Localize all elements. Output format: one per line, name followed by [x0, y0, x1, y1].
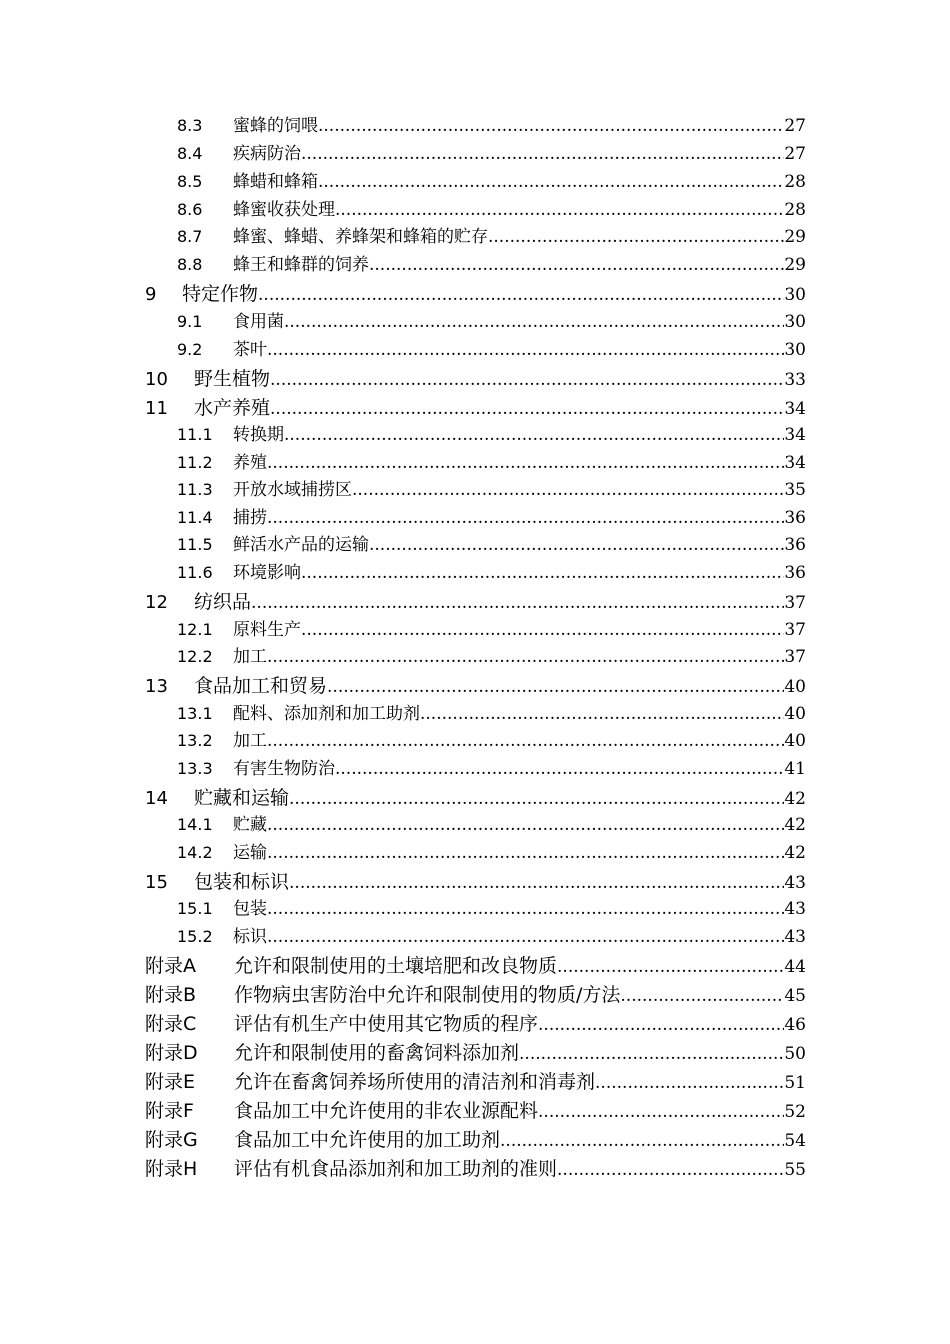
- toc-number: 13.2: [177, 731, 213, 750]
- dot-leader: [557, 1162, 784, 1179]
- toc-number: 15: [145, 872, 168, 893]
- dot-leader: [538, 1017, 784, 1034]
- toc-title: 加工: [233, 731, 267, 751]
- toc-title: 贮藏: [233, 815, 267, 835]
- toc-page-number: 28: [784, 172, 806, 192]
- dot-leader: [289, 791, 784, 808]
- toc-title: 评估有机食品添加剂和加工助剂的准则: [234, 1158, 558, 1180]
- toc-title: 养殖: [233, 453, 267, 473]
- toc-entry-8-8[interactable]: [177, 257, 806, 274]
- toc-page-number: 28: [784, 200, 806, 220]
- dot-leader: [289, 875, 784, 892]
- toc-number: 8.4: [177, 144, 203, 163]
- toc-number: 附录A: [145, 955, 196, 977]
- toc-number: 11.4: [177, 508, 213, 527]
- dot-leader: [335, 202, 784, 219]
- toc-number: 附录D: [145, 1042, 198, 1064]
- dot-leader: [538, 1104, 784, 1121]
- dot-leader: [258, 287, 784, 304]
- toc-page-number: 41: [784, 759, 806, 779]
- toc-number: 14: [145, 788, 168, 809]
- toc-entry-12[interactable]: [145, 593, 806, 612]
- dot-leader: [251, 595, 784, 612]
- toc-entry-11-5[interactable]: [177, 537, 806, 554]
- toc-page-number: 42: [784, 789, 806, 809]
- toc-title: 有害生物防治: [233, 759, 335, 779]
- toc-number: 8.6: [177, 200, 203, 219]
- dot-leader: [327, 679, 784, 696]
- toc-title: 贮藏和运输: [194, 787, 290, 809]
- dot-leader: [267, 817, 784, 834]
- toc-title: 允许和限制使用的土壤培肥和改良物质: [234, 955, 558, 977]
- toc-page-number: 40: [784, 731, 806, 751]
- toc-entry-8-3[interactable]: [177, 118, 806, 135]
- toc-page-number: 29: [784, 227, 806, 247]
- toc-page-number: 51: [784, 1073, 806, 1093]
- toc-number: 附录G: [145, 1129, 198, 1151]
- toc-title: 食品加工中允许使用的加工助剂: [234, 1129, 501, 1151]
- toc-number: 11.5: [177, 535, 213, 554]
- toc-title: 蜂蜡和蜂箱: [233, 172, 318, 192]
- toc-title: 茶叶: [233, 340, 267, 360]
- toc-title: 加工: [233, 647, 267, 667]
- toc-title: 转换期: [233, 425, 284, 445]
- toc-number: 8.8: [177, 255, 203, 274]
- toc-number: 15.2: [177, 927, 213, 946]
- toc-title: 纺织品: [194, 591, 252, 613]
- toc-title: 食品加工中允许使用的非农业源配料: [234, 1100, 539, 1122]
- toc-title: 评估有机生产中使用其它物质的程序: [234, 1013, 539, 1035]
- dot-leader: [270, 372, 784, 389]
- toc-entry-appendix-g[interactable]: [145, 1131, 806, 1150]
- toc-title: 蜂王和蜂群的饲养: [233, 255, 369, 275]
- dot-leader: [267, 510, 784, 527]
- toc-page-number: 29: [784, 255, 806, 275]
- toc-number: 8.7: [177, 227, 203, 246]
- toc-entry-11-2[interactable]: [177, 455, 806, 472]
- toc-page-number: 42: [784, 843, 806, 863]
- toc-entry-11-4[interactable]: [177, 510, 806, 527]
- toc-page-number: 40: [784, 704, 806, 724]
- toc-entry-11-1[interactable]: [177, 427, 806, 444]
- toc-number: 11: [145, 398, 168, 419]
- toc-title: 疾病防治: [233, 144, 301, 164]
- toc-title: 配料、添加剂和加工助剂: [233, 704, 420, 724]
- toc-entry-8-4[interactable]: [177, 146, 806, 163]
- toc-number: 13.1: [177, 704, 213, 723]
- toc-number: 11.6: [177, 563, 213, 582]
- toc-number: 附录F: [145, 1100, 194, 1122]
- toc-page-number: 36: [784, 508, 806, 528]
- toc-entry-13-2[interactable]: [177, 733, 806, 750]
- toc-entry-14[interactable]: [145, 789, 806, 808]
- toc-entry-8-6[interactable]: [177, 202, 806, 219]
- toc-title: 环境影响: [233, 563, 301, 583]
- toc-title: 蜂蜜、蜂蜡、养蜂架和蜂箱的贮存: [233, 227, 488, 247]
- toc-entry-8-5[interactable]: [177, 174, 806, 191]
- toc-title: 蜂蜜收获处理: [233, 200, 335, 220]
- toc-number: 12.2: [177, 647, 213, 666]
- toc-title: 食用菌: [233, 312, 284, 332]
- toc-page-number: 30: [784, 312, 806, 332]
- toc-entry-15[interactable]: [145, 873, 806, 892]
- toc-entry-13-3[interactable]: [177, 761, 806, 778]
- toc-title: 包装和标识: [194, 871, 290, 893]
- toc-page-number: 46: [784, 1015, 806, 1035]
- toc-entry-9-2[interactable]: [177, 342, 806, 359]
- toc-page-number: 27: [784, 144, 806, 164]
- toc-page-number: 33: [784, 370, 806, 390]
- toc-number: 11.3: [177, 480, 213, 499]
- toc-entry-12-1[interactable]: [177, 622, 806, 639]
- toc-number: 9: [145, 284, 157, 305]
- dot-leader: [352, 482, 784, 499]
- toc-page-number: 40: [784, 677, 806, 697]
- toc-entry-appendix-e[interactable]: [145, 1073, 806, 1092]
- dot-leader: [267, 342, 784, 359]
- toc-entry-11-6[interactable]: [177, 565, 806, 582]
- toc-number: 9.2: [177, 340, 203, 359]
- toc-number: 15.1: [177, 899, 213, 918]
- toc-entry-appendix-c[interactable]: [145, 1015, 806, 1034]
- dot-leader: [488, 229, 784, 246]
- toc-page-number: 55: [784, 1160, 806, 1180]
- dot-leader: [267, 649, 784, 666]
- toc-page-number: 43: [784, 899, 806, 919]
- toc-title: 野生植物: [194, 368, 271, 390]
- toc-page-number: 43: [784, 927, 806, 947]
- toc-number: 8.3: [177, 116, 203, 135]
- toc-title: 开放水域捕捞区: [233, 480, 352, 500]
- toc-title: 包装: [233, 899, 267, 919]
- toc-title: 蜜蜂的饲喂: [233, 116, 318, 136]
- toc-entry-8-7[interactable]: [177, 229, 806, 246]
- dot-leader: [595, 1075, 784, 1092]
- toc-entry-15-1[interactable]: [177, 901, 806, 918]
- dot-leader: [301, 622, 784, 639]
- toc-number: 11.1: [177, 425, 213, 444]
- toc-title: 捕捞: [233, 508, 267, 528]
- toc-page-number: 52: [784, 1102, 806, 1122]
- toc-number: 13.3: [177, 759, 213, 778]
- toc-page-number: 50: [784, 1044, 806, 1064]
- toc-number: 10: [145, 369, 168, 390]
- toc-page-number: 42: [784, 815, 806, 835]
- toc-title: 原料生产: [233, 620, 301, 640]
- toc-entry-13-1[interactable]: [177, 706, 806, 723]
- toc-number: 附录E: [145, 1071, 196, 1093]
- toc-number: 9.1: [177, 312, 203, 331]
- dot-leader: [267, 901, 784, 918]
- toc-page-number: 37: [784, 593, 806, 613]
- toc-page-number: 36: [784, 563, 806, 583]
- toc-title: 特定作物: [182, 283, 259, 305]
- dot-leader: [267, 733, 784, 750]
- toc-title: 食品加工和贸易: [194, 675, 328, 697]
- toc-entry-9-1[interactable]: [177, 314, 806, 331]
- toc-number: 附录B: [145, 984, 197, 1006]
- toc-number: 12.1: [177, 620, 213, 639]
- dot-leader: [500, 1133, 784, 1150]
- dot-leader: [420, 706, 784, 723]
- toc-entry-10[interactable]: [145, 370, 806, 389]
- toc-entry-14-2[interactable]: [177, 845, 806, 862]
- toc-entry-11[interactable]: [145, 399, 806, 418]
- dot-leader: [519, 1046, 784, 1063]
- toc-entry-9[interactable]: [145, 285, 806, 304]
- dot-leader: [284, 314, 784, 331]
- dot-leader: [318, 174, 784, 191]
- toc-title: 鲜活水产品的运输: [233, 535, 369, 555]
- toc-page-number: 45: [784, 986, 806, 1006]
- toc-number: 附录C: [145, 1013, 197, 1035]
- toc-page-number: 34: [784, 453, 806, 473]
- toc-page-number: 35: [784, 480, 806, 500]
- dot-leader: [369, 537, 784, 554]
- toc-title: 运输: [233, 843, 267, 863]
- toc-page-number: 43: [784, 873, 806, 893]
- toc-entry-appendix-b[interactable]: [145, 986, 806, 1005]
- toc-title: 允许和限制使用的畜禽饲料添加剂: [234, 1042, 520, 1064]
- dot-leader: [620, 988, 784, 1005]
- toc-title: 标识: [233, 927, 267, 947]
- toc-number: 12: [145, 592, 168, 613]
- dot-leader: [301, 146, 784, 163]
- toc-page-number: 36: [784, 535, 806, 555]
- dot-leader: [267, 845, 784, 862]
- toc-page-number: 34: [784, 399, 806, 419]
- dot-leader: [301, 565, 784, 582]
- toc-number: 11.2: [177, 453, 213, 472]
- dot-leader: [270, 401, 784, 418]
- toc-entry-14-1[interactable]: [177, 817, 806, 834]
- dot-leader: [557, 959, 784, 976]
- toc-entry-13[interactable]: [145, 677, 806, 696]
- dot-leader: [284, 427, 784, 444]
- toc-number: 14.1: [177, 815, 213, 834]
- toc-page-number: 37: [784, 647, 806, 667]
- toc-entry-appendix-a[interactable]: [145, 957, 806, 976]
- toc-entry-appendix-h[interactable]: [145, 1160, 806, 1179]
- toc-number: 14.2: [177, 843, 213, 862]
- toc-page-number: 30: [784, 340, 806, 360]
- toc-page-number: 37: [784, 620, 806, 640]
- toc-number: 附录H: [145, 1158, 198, 1180]
- toc-page-number: 34: [784, 425, 806, 445]
- toc-title: 允许在畜禽饲养场所使用的清洁剂和消毒剂: [234, 1071, 596, 1093]
- toc-entry-appendix-f[interactable]: [145, 1102, 806, 1121]
- toc-page-number: 44: [784, 957, 806, 977]
- toc-entry-11-3[interactable]: [177, 482, 806, 499]
- dot-leader: [335, 761, 784, 778]
- toc-title: 水产养殖: [194, 397, 271, 419]
- toc-title: 作物病虫害防治中允许和限制使用的物质/方法: [234, 984, 621, 1006]
- toc-page-number: 27: [784, 116, 806, 136]
- dot-leader: [318, 118, 784, 135]
- toc-entry-12-2[interactable]: [177, 649, 806, 666]
- toc-entry-appendix-d[interactable]: [145, 1044, 806, 1063]
- toc-page-number: 30: [784, 285, 806, 305]
- toc-number: 13: [145, 676, 168, 697]
- toc-page-number: 54: [784, 1131, 806, 1151]
- dot-leader: [369, 257, 784, 274]
- toc-entry-15-2[interactable]: [177, 929, 806, 946]
- dot-leader: [267, 929, 784, 946]
- toc-number: 8.5: [177, 172, 203, 191]
- dot-leader: [267, 455, 784, 472]
